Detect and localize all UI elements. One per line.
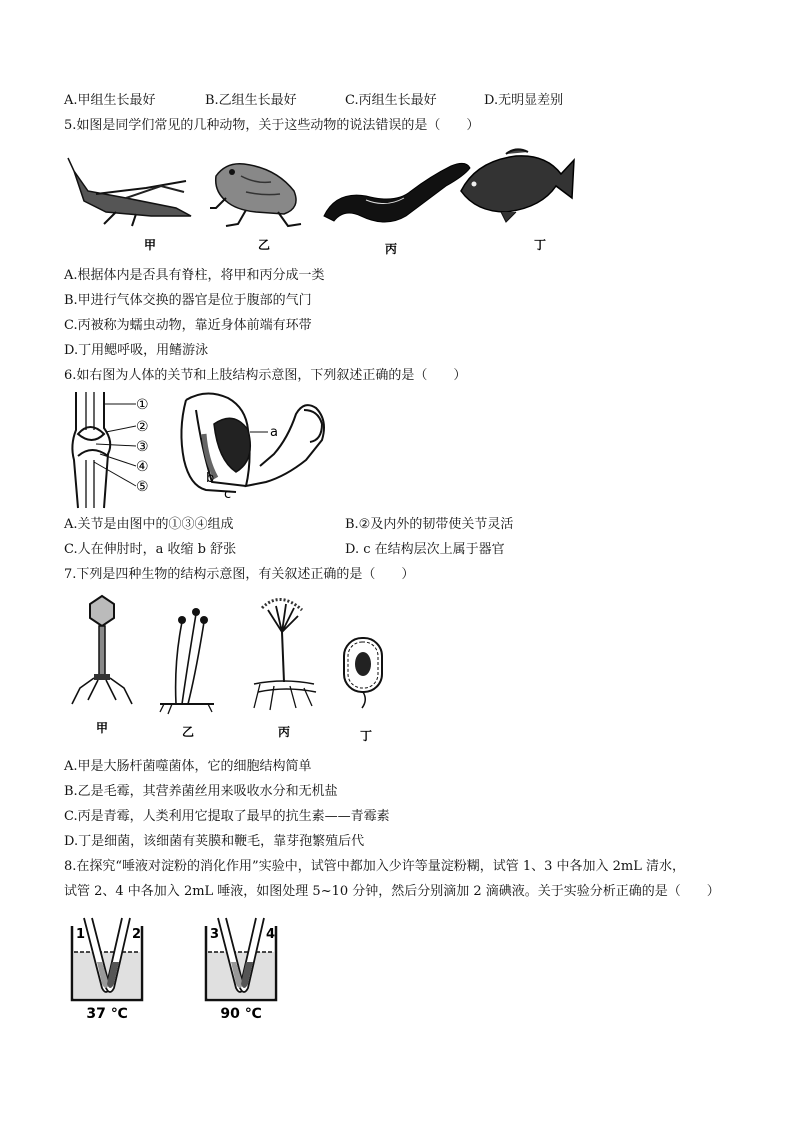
q6-option-d: D. c 在结构层次上属于器官 [345,542,505,557]
beaker1-temp: 37 ℃ [86,1006,128,1022]
q6-option-a: A.关节是由图中的①③④组成 [64,517,234,532]
q8-stem-line1: 8.在探究“唾液对淀粉的消化作用”实验中，试管中都加入少许等量淀粉糊，试管 1、3 中各加入 2mL 清水， [64,859,685,874]
bacterium-illustration [344,638,382,708]
joint-label-3: ③ [136,439,149,455]
q5-option-a: A.根据体内是否具有脊柱，将甲和丙分成一类 [64,268,325,283]
joint-label-1: ① [136,397,149,413]
fish-illustration [461,149,574,222]
q4-option-a: A.甲组生长最好 [64,93,156,108]
tube-label-1: 1 [76,927,86,942]
q6-stem: 6.如右图为人体的关节和上肢结构示意图，下列叙述正确的是（ ） [64,368,467,383]
mucor-illustration [160,608,214,714]
joint-label-2: ② [136,419,149,435]
q6-option-b: B.②及内外的韧带使关节灵活 [345,517,514,532]
q7-stem: 7.下列是四种生物的结构示意图，有关叙述正确的是（ ） [64,567,415,582]
q7-option-d: D.丁是细菌，该细菌有荚膜和鞭毛，靠芽孢繁殖后代 [64,834,365,849]
arm-label-b: b [206,471,215,486]
joint-label-5: ⑤ [136,479,149,495]
beaker2-temp: 90 ℃ [220,1006,262,1022]
q6-joint-figure [64,390,160,510]
joint-label-4: ④ [136,459,149,475]
beaker-90c [206,918,276,1022]
q5-option-d: D.丁用鳃呼吸，用鳍游泳 [64,343,209,358]
arm-label-a: a [270,425,278,440]
q7-label-bing: 丙 [277,725,291,739]
q4-option-b: B.乙组生长最好 [205,93,297,108]
q7-option-c: C.丙是青霉，人类利用它提取了最早的抗生素——青霉素 [64,809,390,824]
tube-label-4: 4 [266,927,276,942]
q5-option-c: C.丙被称为蠕虫动物，靠近身体前端有环带 [64,318,312,333]
q4-option-d: D.无明显差别 [484,93,564,108]
q7-label-yi: 乙 [181,725,195,739]
arm-label-c: c [224,487,232,502]
q5-label-ding: 丁 [533,238,547,252]
q4-option-c: C.丙组生长最好 [345,93,437,108]
q8-stem-line2: 试管 2、4 中各加入 2mL 唾液，如图处理 5~10 分钟，然后分别滴加 2 滴碘液。关于实验分析正确的是（ ） [64,884,720,899]
q7-organism-figure [64,592,404,744]
q5-option-b: B.甲进行气体交换的器官是位于腹部的气门 [64,293,312,308]
penicillium-illustration [254,599,316,710]
frog-illustration [210,164,301,226]
beaker-37c [72,918,142,1022]
q7-label-ding: 丁 [359,729,373,743]
tube-label-3: 3 [210,927,220,942]
q5-stem: 5.如图是同学们常见的几种动物，关于这些动物的说法错误的是（ ） [64,118,480,133]
tube-label-2: 2 [132,927,142,942]
bacteriophage-illustration [72,596,132,704]
q8-beaker-figure [64,912,284,1022]
q5-label-yi: 乙 [257,238,271,252]
q7-option-b: B.乙是毛霉，其营养菌丝用来吸收水分和无机盐 [64,784,338,799]
q5-label-jia: 甲 [143,238,157,252]
q7-option-a: A.甲是大肠杆菌噬菌体，它的细胞结构简单 [64,759,312,774]
q5-label-bing: 丙 [384,242,398,256]
q6-option-c: C.人在伸肘时，a 收缩 b 舒张 [64,542,237,557]
q5-animal-figure [66,146,576,258]
grasshopper-illustration [68,158,191,226]
q6-arm-figure [176,390,336,502]
earthworm-illustration [324,163,470,222]
q7-label-jia: 甲 [95,721,109,735]
